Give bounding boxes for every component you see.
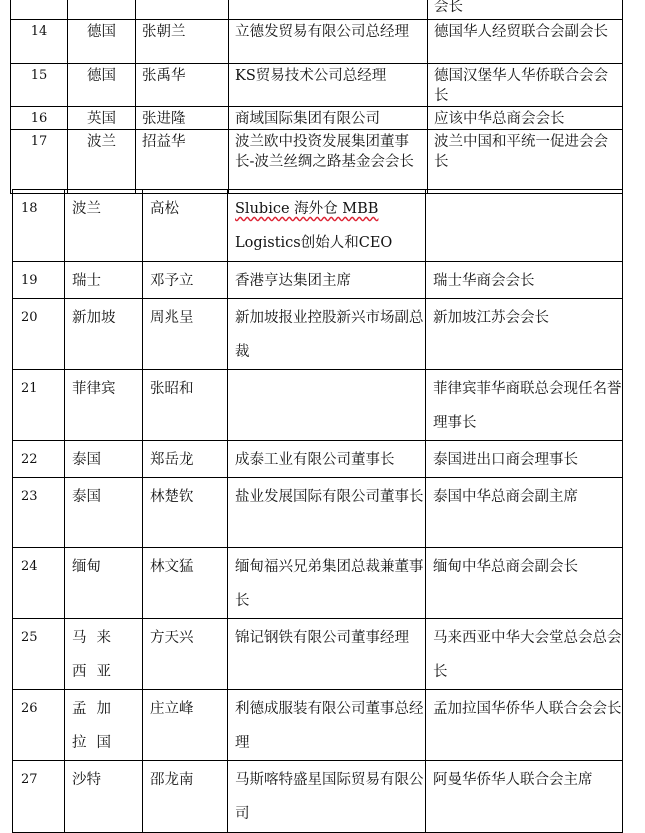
country-cell: 德国 bbox=[68, 20, 136, 64]
association-cell: 缅甸中华总商会副会长 bbox=[426, 548, 623, 619]
row-number: 20 bbox=[13, 299, 65, 370]
name-cell: 林文猛 bbox=[143, 548, 228, 619]
table-row bbox=[13, 370, 623, 441]
row-number: 22 bbox=[13, 441, 65, 478]
table-row bbox=[13, 441, 623, 478]
country-cell: 波兰 bbox=[68, 130, 136, 194]
position-cell: 利德成服装有限公司董事总经理 bbox=[228, 690, 426, 761]
position-cell bbox=[228, 190, 426, 262]
position-cell: 成泰工业有限公司董事长 bbox=[228, 441, 426, 478]
name-cell bbox=[136, 0, 229, 20]
position-line bbox=[235, 192, 425, 226]
row-number: 15 bbox=[11, 64, 68, 107]
position-cell bbox=[228, 370, 426, 441]
row-number: 18 bbox=[13, 190, 65, 262]
table-row bbox=[11, 107, 623, 130]
name-cell: 林楚钦 bbox=[143, 478, 228, 548]
member-table-bottom bbox=[12, 189, 623, 833]
row-number: 23 bbox=[13, 478, 65, 548]
association-cell: 德国华人经贸联合会副会长 bbox=[428, 20, 623, 64]
table-row bbox=[13, 619, 623, 690]
position-cell: 缅甸福兴兄弟集团总裁兼董事长 bbox=[228, 548, 426, 619]
association-cell: 新加坡江苏会会长 bbox=[426, 299, 623, 370]
table-row bbox=[13, 262, 623, 299]
country-cell: 沙特 bbox=[65, 761, 143, 833]
position-cell: 盐业发展国际有限公司董事长 bbox=[228, 478, 426, 548]
association-cell: 菲律宾菲华商联总会现任名誉理事长 bbox=[426, 370, 623, 441]
country-cell: 缅甸 bbox=[65, 548, 143, 619]
position-cell: KS贸易技术公司总经理 bbox=[229, 64, 428, 107]
country-cell: 泰国 bbox=[65, 478, 143, 548]
name-cell: 郑岳龙 bbox=[143, 441, 228, 478]
name-cell: 张禹华 bbox=[136, 64, 229, 107]
country-cell: 泰国 bbox=[65, 441, 143, 478]
name-cell: 招益华 bbox=[136, 130, 229, 194]
country-cell bbox=[68, 0, 136, 20]
table-row bbox=[13, 690, 623, 761]
row-number: 26 bbox=[13, 690, 65, 761]
name-cell: 周兆呈 bbox=[143, 299, 228, 370]
name-cell: 张朝兰 bbox=[136, 20, 229, 64]
position-cell: 香港亨达集团主席 bbox=[228, 262, 426, 299]
position-text-1: Slubice 海外仓 MBB bbox=[235, 201, 379, 217]
name-cell: 张进隆 bbox=[136, 107, 229, 130]
name-cell: 张昭和 bbox=[143, 370, 228, 441]
association-cell: 瑞士华商会会长 bbox=[426, 262, 623, 299]
association-cell: 阿曼华侨华人联合会主席 bbox=[426, 761, 623, 833]
position-cell: 新加坡报业控股新兴市场副总裁 bbox=[228, 299, 426, 370]
name-cell: 邓予立 bbox=[143, 262, 228, 299]
country-cell: 孟加拉国 bbox=[65, 690, 143, 761]
table-row bbox=[11, 20, 623, 64]
association-cell: 波兰中国和平统一促进会会长 bbox=[428, 130, 623, 194]
association-cell: 泰国进出口商会理事长 bbox=[426, 441, 623, 478]
name-cell: 方天兴 bbox=[143, 619, 228, 690]
association-cell: 应该中华总商会会长 bbox=[428, 107, 623, 130]
member-table-top bbox=[10, 0, 623, 194]
association-cell: 德国汉堡华人华侨联合会会长 bbox=[428, 64, 623, 107]
table-row bbox=[13, 478, 623, 548]
table-row bbox=[11, 130, 623, 194]
table-row bbox=[13, 190, 623, 262]
name-cell: 庄立峰 bbox=[143, 690, 228, 761]
table-row bbox=[11, 0, 623, 20]
position-cell bbox=[229, 0, 428, 20]
row-number bbox=[11, 0, 68, 20]
row-number: 16 bbox=[11, 107, 68, 130]
position-cell: 波兰欧中投资发展集团董事长-波兰丝绸之路基金会会长 bbox=[229, 130, 428, 194]
country-cell: 新加坡 bbox=[65, 299, 143, 370]
position-cell: 马斯喀特盛星国际贸易有限公司 bbox=[228, 761, 426, 833]
name-cell: 高松 bbox=[143, 190, 228, 262]
table-row bbox=[13, 548, 623, 619]
association-cell bbox=[426, 190, 623, 262]
row-number: 21 bbox=[13, 370, 65, 441]
country-cell: 英国 bbox=[68, 107, 136, 130]
table-row bbox=[13, 299, 623, 370]
row-number: 19 bbox=[13, 262, 65, 299]
row-number: 27 bbox=[13, 761, 65, 833]
country-cell: 瑞士 bbox=[65, 262, 143, 299]
association-cell: 会长 bbox=[428, 0, 623, 20]
table-row bbox=[11, 64, 623, 107]
position-cell: 立德发贸易有限公司总经理 bbox=[229, 20, 428, 64]
row-number: 17 bbox=[11, 130, 68, 194]
country-cell: 马来西亚 bbox=[65, 619, 143, 690]
row-number: 25 bbox=[13, 619, 65, 690]
association-cell: 泰国中华总商会副主席 bbox=[426, 478, 623, 548]
position-line: Logistics创始人和CEO bbox=[235, 235, 393, 251]
position-cell: 商域国际集团有限公司 bbox=[229, 107, 428, 130]
country-cell: 菲律宾 bbox=[65, 370, 143, 441]
name-cell: 邵龙南 bbox=[143, 761, 228, 833]
association-cell: 马来西亚中华大会堂总会总会长 bbox=[426, 619, 623, 690]
association-cell: 孟加拉国华侨华人联合会会长 bbox=[426, 690, 623, 761]
country-cell: 波兰 bbox=[65, 190, 143, 262]
row-number: 24 bbox=[13, 548, 65, 619]
row-number: 14 bbox=[11, 20, 68, 64]
country-cell: 德国 bbox=[68, 64, 136, 107]
position-cell: 锦记钢铁有限公司董事经理 bbox=[228, 619, 426, 690]
